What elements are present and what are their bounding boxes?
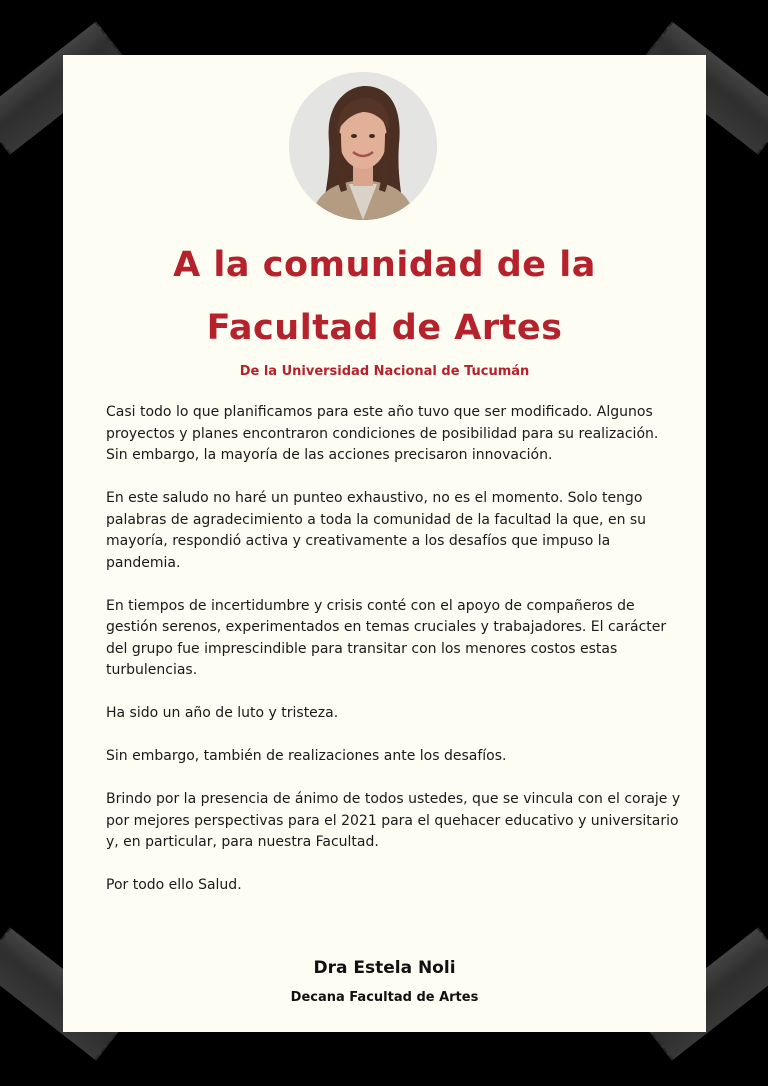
signature-name: Dra Estela Noli	[313, 958, 456, 978]
paragraph: Brindo por la presencia de ánimo de todos ustedes, que se vincula con el coraje y por mejores perspectivas para el 2021 para el quehacer educativo y universitario y, en particular, para nuestra Facultad.	[106, 791, 681, 850]
letter-title-line1: A la comunidad de la	[173, 245, 596, 285]
author-portrait	[289, 72, 437, 220]
paragraph: Ha sido un año de luto y tristeza.	[106, 705, 339, 721]
portrait-illustration	[289, 72, 437, 220]
letter-title-line2: Facultad de Artes	[206, 308, 563, 348]
paragraph: Sin embargo, también de realizaciones ante los desafíos.	[106, 748, 507, 764]
signature-role: Decana Facultad de Artes	[290, 990, 479, 1005]
paragraph: Por todo ello Salud.	[106, 877, 242, 893]
letter-subtitle: De la Universidad Nacional de Tucumán	[239, 364, 530, 379]
letter-paper	[63, 55, 706, 1032]
letter-body	[106, 402, 681, 918]
paragraph: En este saludo no haré un punteo exhaustivo, no es el momento. Solo tengo palabras de agradecimiento a toda la comunidad de la facultad la que, en su mayoría, respondió activa y creativamente a los desafíos que impuso la pandemia.	[106, 490, 647, 571]
paragraph: En tiempos de incertidumbre y crisis conté con el apoyo de compañeros de gestión serenos, experimentados en temas cruciales y trabajadores. El carácter del grupo fue imprescindible para transitar con los menores costos estas turbulencias.	[106, 597, 667, 678]
paragraph: Casi todo lo que planificamos para este año tuvo que ser modificado. Algunos proyectos y planes encontraron condiciones de posibilidad para su realización. Sin embargo, la mayoría de las acciones precisaron innovación.	[106, 404, 659, 463]
